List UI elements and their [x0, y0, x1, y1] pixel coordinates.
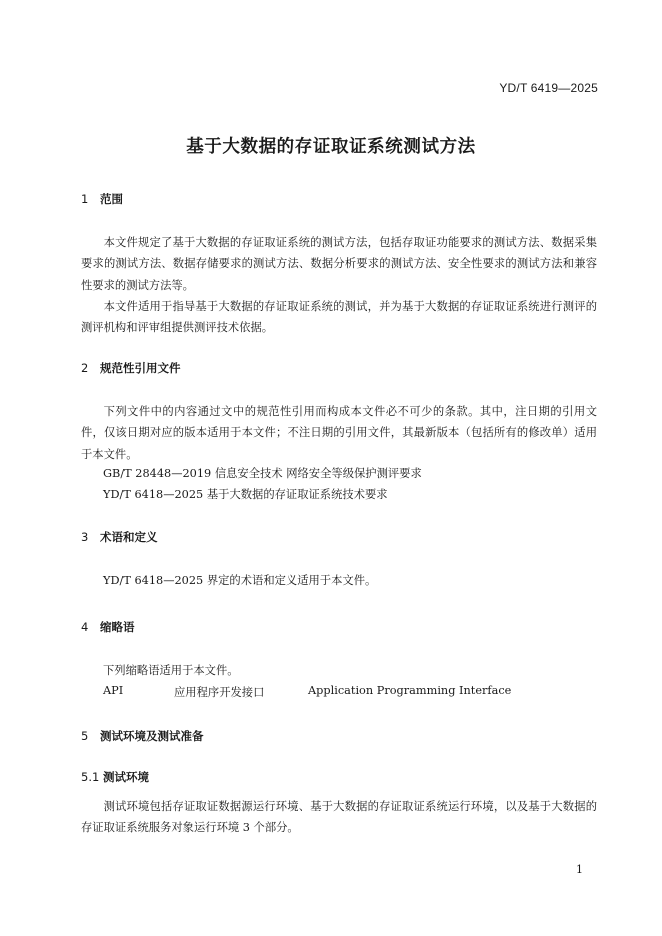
section-3-heading: [81, 529, 158, 545]
section-2-heading: [81, 360, 181, 376]
abbreviation-term: API: [103, 684, 124, 697]
section-4-heading: [81, 619, 135, 635]
section-3-title: 术语和定义: [100, 530, 158, 544]
section-1-heading: [81, 191, 123, 207]
section-5-number: 5: [81, 729, 89, 743]
abbreviation-chinese: 应用程序开发接口: [174, 686, 265, 699]
document-id: YD/T 6419—2025: [499, 81, 598, 95]
abbreviation-english: Application Programming Interface: [308, 684, 512, 697]
section-2-title: 规范性引用文件: [100, 361, 181, 375]
section-2-paragraph: 下列文件中的内容通过文中的规范性引用而构成本文件必不可少的条款。其中，注日期的引用文件，仅该日期对应的版本适用于本文件；不注日期的引用文件，其最新版本（包括所有的修改单）适用于本文件。: [81, 405, 597, 461]
normative-reference-1: GB/T 28448—2019 信息安全技术 网络安全等级保护测评要求: [103, 467, 422, 480]
section-1-paragraph-2: 本文件适用于指导基于大数据的存证取证系统的测试，并为基于大数据的存证取证系统进行测评的测评机构和评审组提供测评技术依据。: [81, 300, 597, 335]
section-2-number: 2: [81, 361, 89, 375]
section-1-paragraph-1: 本文件规定了基于大数据的存证取证系统的测试方法，包括存取证功能要求的测试方法、数据采集要求的测试方法、数据存储要求的测试方法、数据分析要求的测试方法、安全性要求的测试方法和兼容性要求的测试方法等。: [81, 236, 597, 292]
subsection-5-1-number: 5.1: [81, 770, 100, 784]
section-5-heading: [81, 728, 204, 744]
section-4-title: 缩略语: [100, 620, 135, 634]
subsection-5-1-heading: [81, 769, 149, 785]
section-1-title: 范围: [100, 192, 123, 206]
document-title: 基于大数据的存证取证系统测试方法: [186, 137, 476, 157]
subsection-5-1-paragraph: 测试环境包括存证取证数据源运行环境、基于大数据的存证取证系统运行环境，以及基于大数据的存证取证系统服务对象运行环境 3 个部分。: [81, 800, 597, 835]
section-4-intro: 下列缩略语适用于本文件。: [103, 664, 239, 677]
section-1-number: 1: [81, 192, 89, 206]
section-3-paragraph: YD/T 6418—2025 界定的术语和定义适用于本文件。: [103, 574, 377, 587]
subsection-5-1-title: 测试环境: [103, 770, 149, 784]
section-4-number: 4: [81, 620, 89, 634]
section-5-title: 测试环境及测试准备: [100, 729, 204, 743]
page-number: 1: [576, 863, 583, 876]
normative-reference-2: YD/T 6418—2025 基于大数据的存证取证系统技术要求: [103, 488, 388, 501]
section-3-number: 3: [81, 530, 89, 544]
